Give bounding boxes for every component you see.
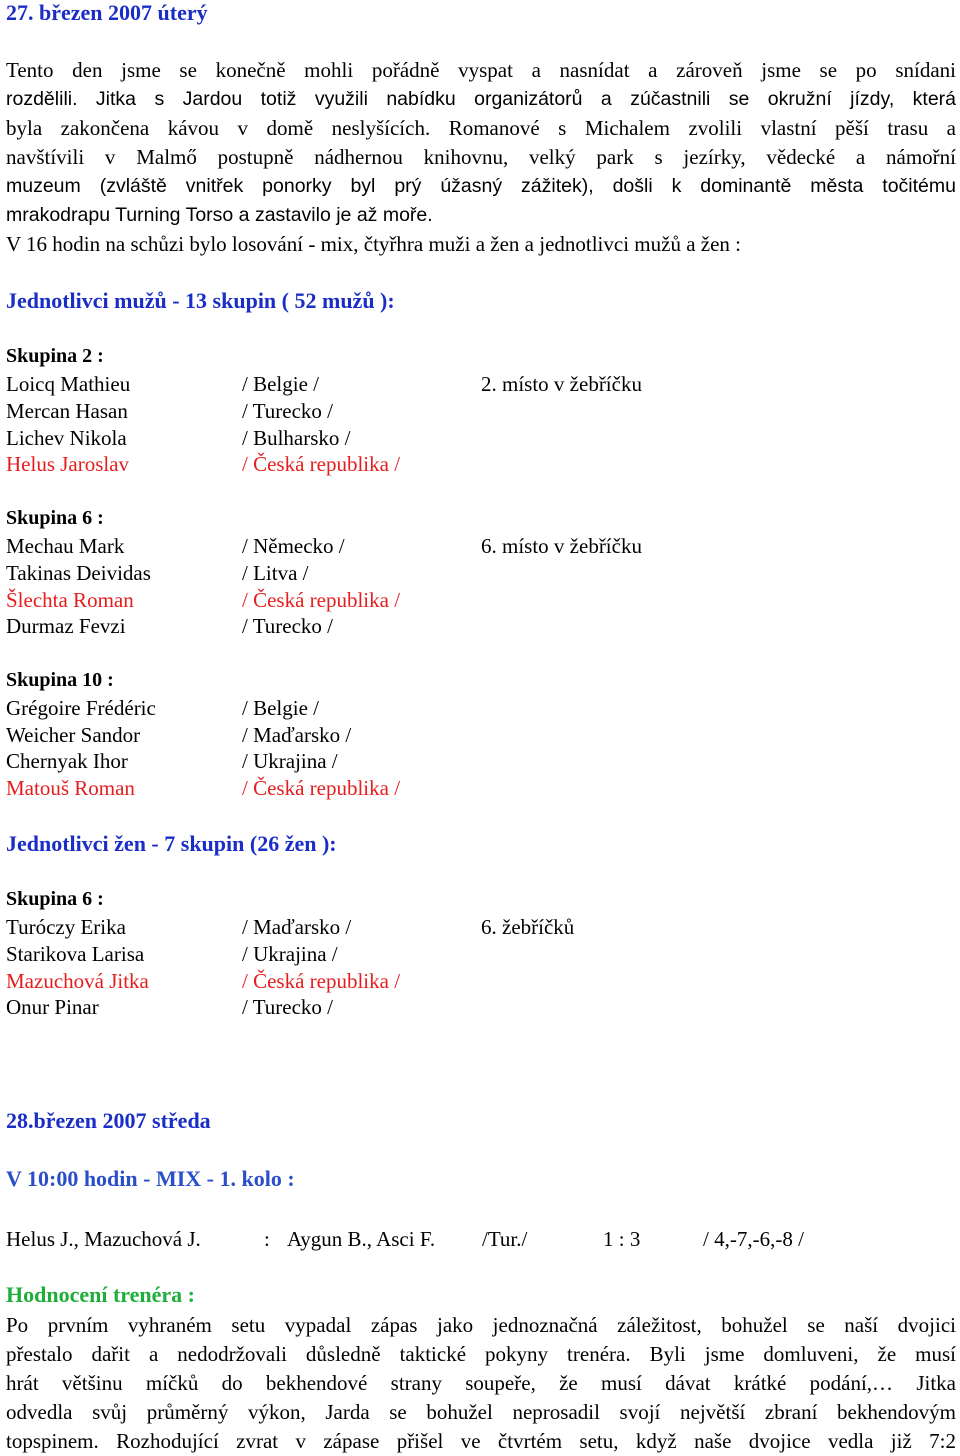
- player-name: Onur Pinar: [6, 995, 99, 1019]
- player-row: [6, 695, 956, 722]
- match-sets: / 4,-7,-6,-8 /: [703, 1227, 804, 1251]
- player-country: / Turecko /: [242, 614, 334, 638]
- player-country: / Belgie /: [242, 372, 319, 396]
- coach-line: odvedla svůj průměrný výkon, Jarda se bohužel neprosadil svojí největší zbraní bekhendovým: [6, 1400, 956, 1424]
- player-country: / Ukrajina /: [242, 749, 338, 773]
- player-name: Mechau Mark: [6, 534, 125, 558]
- player-name: Loicq Mathieu: [6, 372, 131, 396]
- player-name: Chernyak Ihor: [6, 749, 128, 773]
- player-row: [6, 994, 956, 1021]
- coach-line: Po prvním vyhraném setu vypadal zápas jako jednoznačná záležitost, bohužel se naší dvojici: [6, 1313, 956, 1337]
- coach-evaluation-paragraph: [6, 1311, 956, 1456]
- player-row: [6, 613, 956, 640]
- player-name: Durmaz Fevzi: [6, 614, 126, 638]
- intro-line: muzeum (zvláště vnitřek ponorky byl prý úžasný zážitek), došli k dominantě města točitému: [6, 175, 956, 197]
- match-home-pair: Helus J., Mazuchová J.: [6, 1227, 201, 1251]
- player-country: / Ukrajina /: [242, 942, 338, 966]
- player-country: / Maďarsko /: [242, 723, 352, 747]
- player-name: Mazuchová Jitka: [6, 969, 149, 993]
- match-away-pair: Aygun B., Asci F.: [287, 1227, 436, 1251]
- group-title: Skupina 2 :: [6, 345, 104, 367]
- round-heading: V 10:00 hodin - MIX - 1. kolo :: [6, 1166, 295, 1191]
- player-country: / Bulharsko /: [242, 426, 351, 450]
- coach-line: přestalo dařit a nedodržovali důsledně taktické pokyny trenéra. Byli jsme domluveni, že musí: [6, 1342, 956, 1366]
- group-title: Skupina 6 :: [6, 888, 104, 910]
- player-row: [6, 722, 956, 749]
- player-name: Starikova Larisa: [6, 942, 145, 966]
- intro-line: rozdělili. Jitka s Jardou totiž využili nabídku organizátorů a zúčastnili se okružní jízdy, která: [6, 88, 956, 110]
- match-result-row: [6, 1224, 956, 1254]
- player-row: [6, 748, 956, 775]
- intro-line: navštívili v Malmő postupně nádhernou knihovnu, velký park s jezírky, vědecké a námořní: [6, 145, 956, 169]
- men-singles-heading: Jednotlivci mužů - 13 skupin ( 52 mužů ):: [6, 288, 395, 313]
- player-name: Helus Jaroslav: [6, 452, 130, 476]
- group-title: Skupina 10 :: [6, 669, 114, 691]
- player-country: / Maďarsko /: [242, 915, 352, 939]
- player-rank-note: 6. žebříčků: [481, 915, 575, 939]
- player-name: Turóczy Erika: [6, 915, 126, 939]
- women-singles-heading: Jednotlivci žen - 7 skupin (26 žen ):: [6, 831, 337, 856]
- group-title: Skupina 6 :: [6, 507, 104, 529]
- player-country: / Česká republika /: [242, 452, 401, 476]
- match-away-country: /Tur./: [482, 1227, 528, 1251]
- coach-line: topspinem. Rozhodující zvrat v zápase přišel ve čtvrtém setu, když naše dvojice vedla již 7:2: [6, 1429, 956, 1453]
- day1-date-heading: 27. březen 2007 úterý: [6, 0, 208, 25]
- player-row-czech: [6, 587, 956, 614]
- player-row: [6, 560, 956, 587]
- day2-date-heading: 28.březen 2007 středa: [6, 1108, 211, 1133]
- player-name: Weicher Sandor: [6, 723, 141, 747]
- day1-intro-paragraph: [6, 56, 956, 230]
- player-row-czech: [6, 968, 956, 995]
- intro-line: Tento den jsme se konečně mohli pořádně vyspat a nasnídat a zároveň jsme se po snídani: [6, 58, 956, 82]
- player-name: Šlechta Roman: [6, 588, 134, 612]
- coach-line: hrát většinu míčků do bekhendové strany soupeře, že musí dávat krátké podání,… Jitka: [6, 1371, 956, 1395]
- player-row: [6, 533, 956, 560]
- coach-evaluation-heading: Hodnocení trenéra :: [6, 1282, 196, 1307]
- player-rank-note: 6. místo v žebříčku: [481, 534, 642, 558]
- player-name: Mercan Hasan: [6, 399, 128, 423]
- player-row: [6, 425, 956, 452]
- player-row-czech: [6, 451, 956, 478]
- player-country: / Turecko /: [242, 399, 334, 423]
- match-score: 1 : 3: [603, 1227, 641, 1251]
- player-row: [6, 914, 956, 941]
- player-row: [6, 371, 956, 398]
- player-country: / Německo /: [242, 534, 345, 558]
- player-country: / Česká republika /: [242, 969, 401, 993]
- player-country: / Turecko /: [242, 995, 334, 1019]
- intro-line: mrakodrapu Turning Torso a zastavilo je až moře.: [6, 204, 433, 226]
- player-name: Grégoire Frédéric: [6, 696, 156, 720]
- player-country: / Belgie /: [242, 696, 319, 720]
- player-country: / Česká republika /: [242, 588, 401, 612]
- player-name: Lichev Nikola: [6, 426, 127, 450]
- player-name: Takinas Deividas: [6, 561, 151, 585]
- player-country: / Litva /: [242, 561, 309, 585]
- player-row: [6, 398, 956, 425]
- player-name: Matouš Roman: [6, 776, 135, 800]
- player-rank-note: 2. místo v žebříčku: [481, 372, 642, 396]
- intro-line: byla zakončena kávou v domě neslyšících. Romanové s Michalem zvolili vlastní pěší trasu a: [6, 116, 956, 140]
- draw-line: V 16 hodin na schůzi bylo losování - mix, čtyřhra muži a žen a jednotlivci mužů a žen :: [6, 232, 741, 256]
- player-row-czech: [6, 775, 956, 802]
- player-country: / Česká republika /: [242, 776, 401, 800]
- player-row: [6, 941, 956, 968]
- match-separator: :: [264, 1227, 270, 1251]
